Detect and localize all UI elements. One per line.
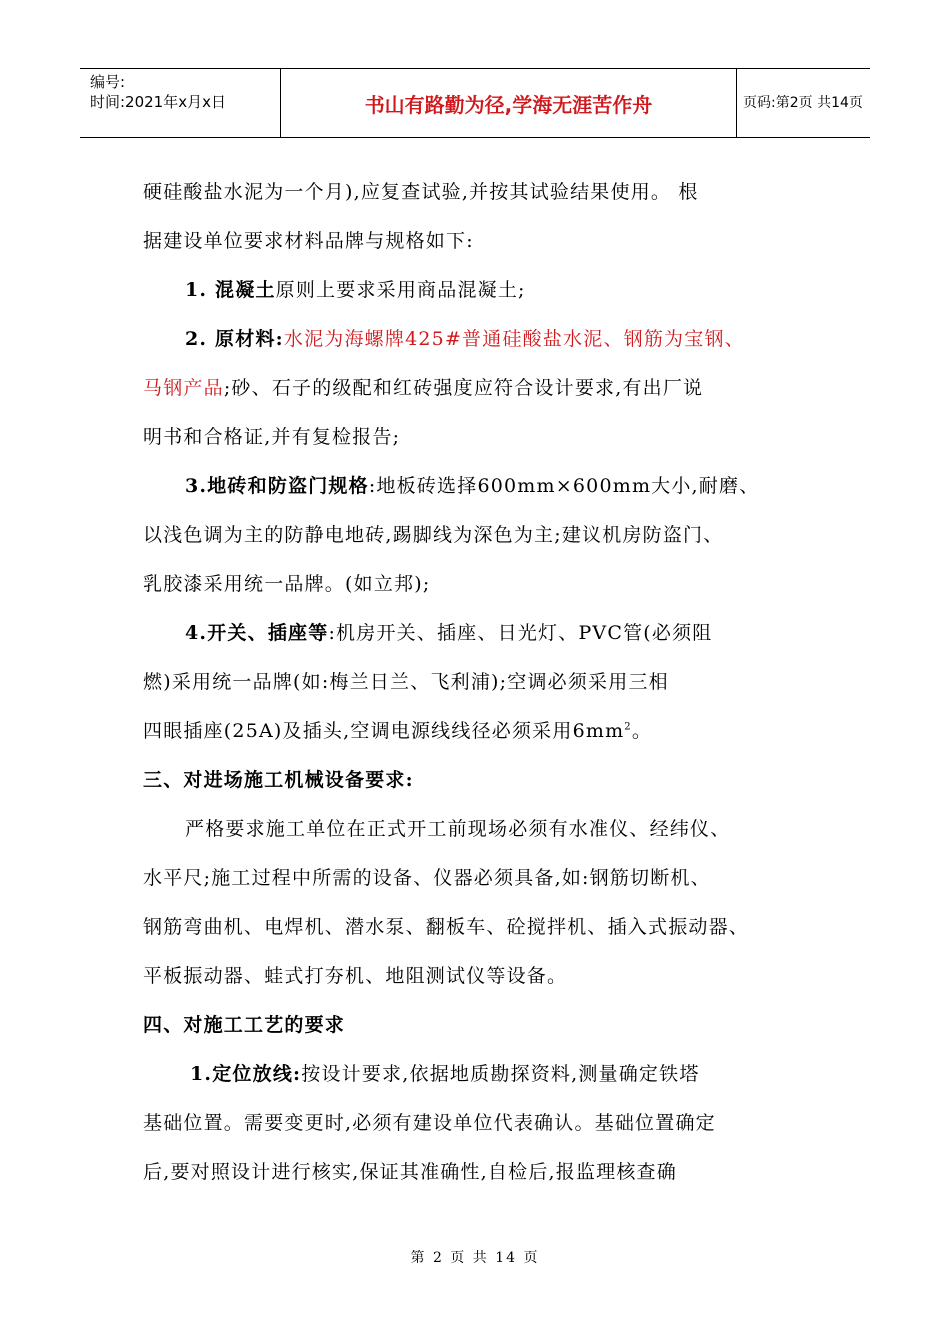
body-line [143, 707, 815, 756]
section-heading-process: 四、对施工工艺的要求 [143, 1014, 346, 1036]
body-line: 严格要求施工单位在正式开工前现场必须有水准仪、经纬仪、 [185, 818, 731, 840]
item-label: 1. 混凝土 [185, 279, 276, 301]
header-motto-cell [280, 69, 737, 137]
section-heading-equipment: 三、对进场施工机械设备要求: [143, 769, 414, 791]
body-line: 据建设单位要求材料品牌与规格如下: [143, 230, 474, 252]
body-line: 明书和合格证,并有复检报告; [143, 426, 401, 448]
body-line: 平板振动器、蛙式打夯机、地阻测试仪等设备。 [143, 965, 568, 987]
body-line: 基础位置。需要变更时,必须有建设单位代表确认。基础位置确定 [143, 1112, 716, 1134]
item-text: 原则上要求采用商品混凝土; [275, 279, 526, 301]
body-line: 硬硅酸盐水泥为一个月),应复查试验,并按其试验结果使用。 根 [143, 181, 699, 203]
page-header [80, 68, 870, 138]
item-label: 2. 原材料: [185, 328, 284, 350]
header-meta [80, 69, 280, 137]
item-text: 。 [631, 720, 653, 742]
item-highlight: 马钢产品 [143, 377, 224, 399]
body-line: 钢筋弯曲机、电焊机、潜水泵、翻板车、砼搅拌机、插入式振动器、 [143, 916, 750, 938]
item-text: :地板砖选择600mm×600mm大小,耐磨、 [368, 475, 760, 497]
body-line [143, 364, 815, 413]
body-line: 以浅色调为主的防静电地砖,踢脚线为深色为主;建议机房防盗门、 [143, 524, 724, 546]
doc-number-label: 编号: [90, 73, 126, 91]
item-text: :机房开关、插座、日光灯、PVC管(必须阻 [328, 622, 713, 644]
body-line: 乳胶漆采用统一品牌。(如立邦); [143, 573, 431, 595]
item-label: 3.地砖和防盗门规格 [185, 475, 369, 497]
item-label: 1.定位放线: [190, 1063, 302, 1085]
header-page-info: 页码:第2页 共14页 [743, 95, 863, 111]
item-text: 按设计要求,依据地质勘探资料,测量确定铁塔 [301, 1063, 700, 1085]
item-label: 4.开关、插座等 [185, 622, 329, 644]
item-text: ;砂、石子的级配和红砖强度应符合设计要求,有出厂说 [223, 377, 704, 399]
page-footer: 第 2 页 共 14 页 [410, 1250, 540, 1266]
body-line: 后,要对照设计进行核实,保证其准确性,自检后,报监理核查确 [143, 1161, 677, 1183]
header-page-cell [737, 69, 870, 137]
header-motto: 书山有路勤为径,学海无涯苦作舟 [364, 92, 653, 117]
list-item-concrete [143, 266, 815, 315]
item-highlight: 水泥为海螺牌425#普通硅酸盐水泥、钢筋为宝钢、 [283, 328, 745, 350]
superscript: 2 [624, 721, 632, 733]
body-line: 燃)采用统一品牌(如:梅兰日兰、飞利浦);空调必须采用三相 [143, 671, 669, 693]
list-item-tiles [143, 462, 815, 511]
document-body [143, 168, 815, 1197]
item-text: 四眼插座(25A)及插头,空调电源线线径必须采用6mm [143, 720, 625, 742]
list-item-positioning [143, 1050, 815, 1099]
doc-time-label: 时间:2021年x月x日 [90, 93, 226, 111]
list-item-switches [143, 609, 815, 658]
list-item-materials [143, 315, 815, 364]
body-line: 水平尺;施工过程中所需的设备、仪器必须具备,如:钢筋切断机、 [143, 867, 711, 889]
